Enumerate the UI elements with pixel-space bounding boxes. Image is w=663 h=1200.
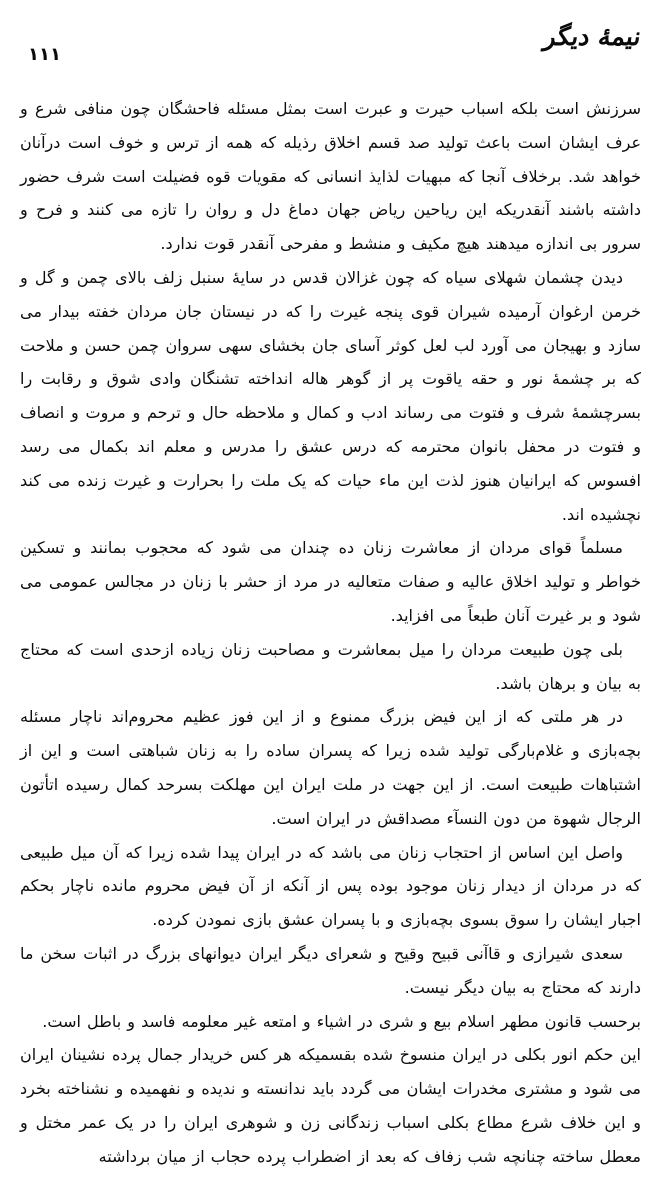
paragraph: بلی چون طبیعت مردان را میل بمعاشرت و مصاحبت زنان زیاده ازحدی است که محتاج به بیان و برهان باشد. xyxy=(20,639,641,693)
paragraph: سعدی شیرازی و قاآنی قبیح وقیح و شعرای دیگر ایران دیوانهای بزرگ در اثبات سخن ما دارند که محتاج به بیان دیگر نیست. xyxy=(20,943,641,997)
paragraph: سرزنش است بلکه اسباب حیرت و عبرت است بمثل مسئله فاحشگان چون منافی شرع و عرف ایشان است باعث تولید صد قسم اخلاق رذیله که همه از ترس و خوف است درآنان خواهد شد. برخلاف آنجا که مبهیات لذایذ انسانی که مقویات قوه فضیلت است شرف حضور داشته باشند آنقدریکه این ریاحین ریاض جهان دماغ دل و روان را تازه می کنند و فرح و سرور بی اندازه میدهند هیچ مکیف و منشط و مفرحی آنقدر قوت ندارد. xyxy=(20,99,641,254)
running-title: نیمۀ دیگر xyxy=(540,22,641,51)
page-header xyxy=(20,18,641,92)
page-number: ۱۱۱ xyxy=(28,44,61,65)
paragraph: در هر ملتی که از این فیض بزرگ ممنوع و از این فوز عظیم محروم‌اند ناچار مسئله بچه‌بازی و غلام‌بارگی تولید شده زیرا که پسران ساده را به زنان شباهتی است و این از اشتباهات طبیعت است. از این جهت در ملت ایران این مهلکت بسرحد کمال رسیده اتأتون الرجال شهوة من دون النسآء مصداقش در ایران است. xyxy=(20,707,641,828)
paragraph: این حکم انور بکلی در ایران منسوخ شده بقسمیکه هر کس خریدار جمال پرده نشینان ایران می شود و مشتری مخدرات ایشان می گردد باید ندانسته و ندیده و نفهمیده و نشناخته بخرد و این خلاف شرع مطاع بکلی اسباب زندگانی زن و شوهری ایران را در یک عمر مختل و معطل ساخته چنانچه شب زفاف که بعد از اضطراب پرده حجاب از میان برداشته xyxy=(20,1045,641,1166)
paragraph: مسلماً قوای مردان از معاشرت زنان ده چندان می شود که محجوب بمانند و تسکین خواطر و تولید اخلاق عالیه و صفات متعالیه در مرد از حشر با زنان در مجالس عمومی می شود و بر غیرت آنان طبعاً می افزاید. xyxy=(20,538,641,625)
paragraph: برحسب قانون مطهر اسلام بیع و شری در اشیاء و امتعه غیر معلومه فاسد و باطل است. xyxy=(42,1011,641,1031)
paragraph: واصل این اساس از احتجاب زنان می باشد که در ایران پیدا شده زیرا که آن میل طبیعی که در مردان از دیدار زنان موجود بوده پس از آنکه از آن فیض محروم مانده ناچار بحکم اجبار ایشان را سوق بسوی بچه‌بازی و با پسران عشق بازی نمودن کرده. xyxy=(20,842,641,930)
paragraph: دیدن چشمان شهلای سیاه که چون غزالان قدس در سایۀ سنبل زلف بالای چمن و گل و خرمن ارغوان آرمیده شیران قوی پنجه غیرت را که در نیستان جان مردان خفته بیدار می سازد و بهیجان می آورد لب لعل کوثر آسای جان بخشای سهی سروان چمن حسن و ملاحت که بر چشمۀ نور و حقه یاقوت پر از گوهر هاله انداخته تشنگان وادی شوق و رقابت را بسرچشمۀ شرف و فتوت می رساند ادب و کمال و ملاحظه حال و ترحم و مروت و انصاف و فتوت در محفل بانوان محترمه که درس عشق را مدرس و معلم اند بکمال می رسد افسوس که ایرانیان هنوز لذت این ماء حیات که یک ملت را بحرارت و غیرت زنده می کند نچشیده اند. xyxy=(20,267,641,524)
page-body-text xyxy=(20,92,641,1174)
